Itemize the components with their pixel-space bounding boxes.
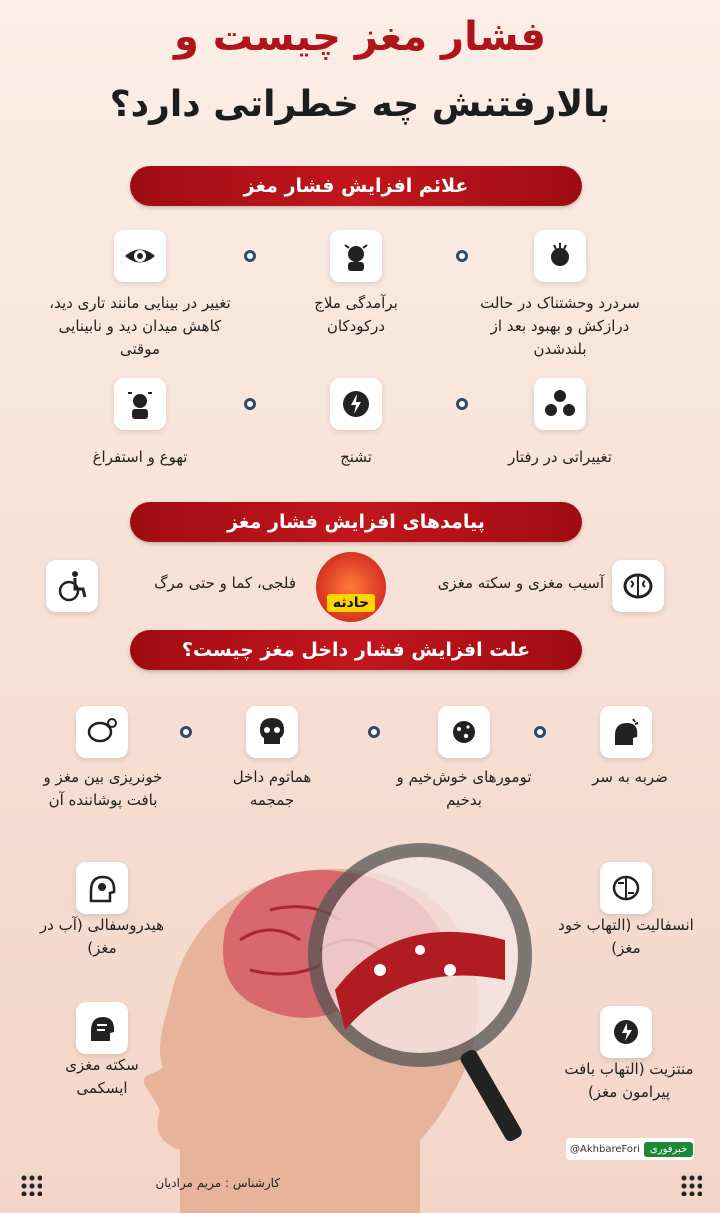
- title-line-2: بالارفتنش چه خطراتی دارد؟: [109, 84, 611, 125]
- separator-dot: [456, 398, 468, 410]
- symptoms-banner: علائم افزایش فشار مغز: [130, 166, 582, 206]
- hydrocephalus-icon: [76, 862, 128, 914]
- consequences-banner: پیامدهای افزایش فشار مغز: [130, 502, 582, 542]
- stroke-icon: [76, 1002, 128, 1054]
- brand-handle: @AkhbareFori: [570, 1143, 640, 1155]
- consequence-text-2: فلجی، کما و حتی مرگ: [154, 574, 296, 592]
- accident-badge-label: حادثه: [327, 594, 375, 612]
- dots-decoration-left: [20, 1174, 42, 1196]
- author-credit: کارشناس : مریم مرادیان: [155, 1176, 280, 1190]
- behavior-icon: [534, 378, 586, 430]
- head-trauma-icon: [600, 706, 652, 758]
- separator-dot: [244, 250, 256, 262]
- symptom-text-6: تهوع و استفراغ: [92, 448, 188, 466]
- nausea-icon: [114, 378, 166, 430]
- side-cause-text-2: منتزیت (التهاب بافت پیرامون مغز): [564, 1060, 694, 1101]
- head-illustration: [120, 830, 540, 1213]
- meningitis-icon: [600, 1006, 652, 1058]
- side-cause-text-1: انسفالیت (التهاب خود مغز): [558, 916, 694, 957]
- skull-icon: [246, 706, 298, 758]
- brand-logo: [566, 1138, 694, 1160]
- separator-dot: [456, 250, 468, 262]
- tumor-icon: [438, 706, 490, 758]
- dots-decoration-right: [680, 1174, 702, 1196]
- separator-dot: [244, 398, 256, 410]
- cause-text-3: هماتوم داخل جمجمه: [232, 768, 312, 809]
- side-cause-text-3: هیدروسفالی (آب در مغز): [39, 916, 165, 957]
- causes-banner: علت افزایش فشار داخل مغز چیست؟: [130, 630, 582, 670]
- symptom-text-2: برآمدگی ملاج درکودکان: [314, 294, 398, 335]
- consequence-text-1: آسیب مغزی و سکته مغزی: [437, 574, 604, 592]
- headache-icon: [534, 230, 586, 282]
- seizure-icon: [330, 378, 382, 430]
- brain-icon: [612, 560, 664, 612]
- separator-dot: [180, 726, 192, 738]
- accident-badge: [316, 552, 386, 622]
- eye-icon: [114, 230, 166, 282]
- wheelchair-icon: [46, 560, 98, 612]
- side-cause-text-4: سکته مغزی ایسکمی: [65, 1056, 139, 1097]
- symptom-text-4: تغییراتی در رفتار: [508, 448, 612, 466]
- separator-dot: [534, 726, 546, 738]
- encephalitis-icon: [600, 862, 652, 914]
- child-irritated-icon: [330, 230, 382, 282]
- symptom-text-3: تغییر در بینایی مانند تاری دید، کاهش میدان دید و نابینایی موقتی: [49, 294, 231, 358]
- title-line-1: فشار مغز چیست و: [173, 14, 546, 60]
- cause-text-1: ضربه به سر: [592, 768, 668, 786]
- brain-bleed-icon: [76, 706, 128, 758]
- brand-name: خبرفوری: [644, 1142, 693, 1157]
- symptom-text-5: تشنج: [340, 448, 372, 466]
- separator-dot: [368, 726, 380, 738]
- symptom-text-1: سردرد وحشتناک در حالت درازکش و بهبود بعد از بلندشدن: [480, 294, 640, 358]
- cause-text-4: خونریزی بین مغز و بافت پوشاننده آن: [43, 768, 163, 809]
- cause-text-2: تومورهای خوش‌خیم و بدخیم: [396, 768, 532, 809]
